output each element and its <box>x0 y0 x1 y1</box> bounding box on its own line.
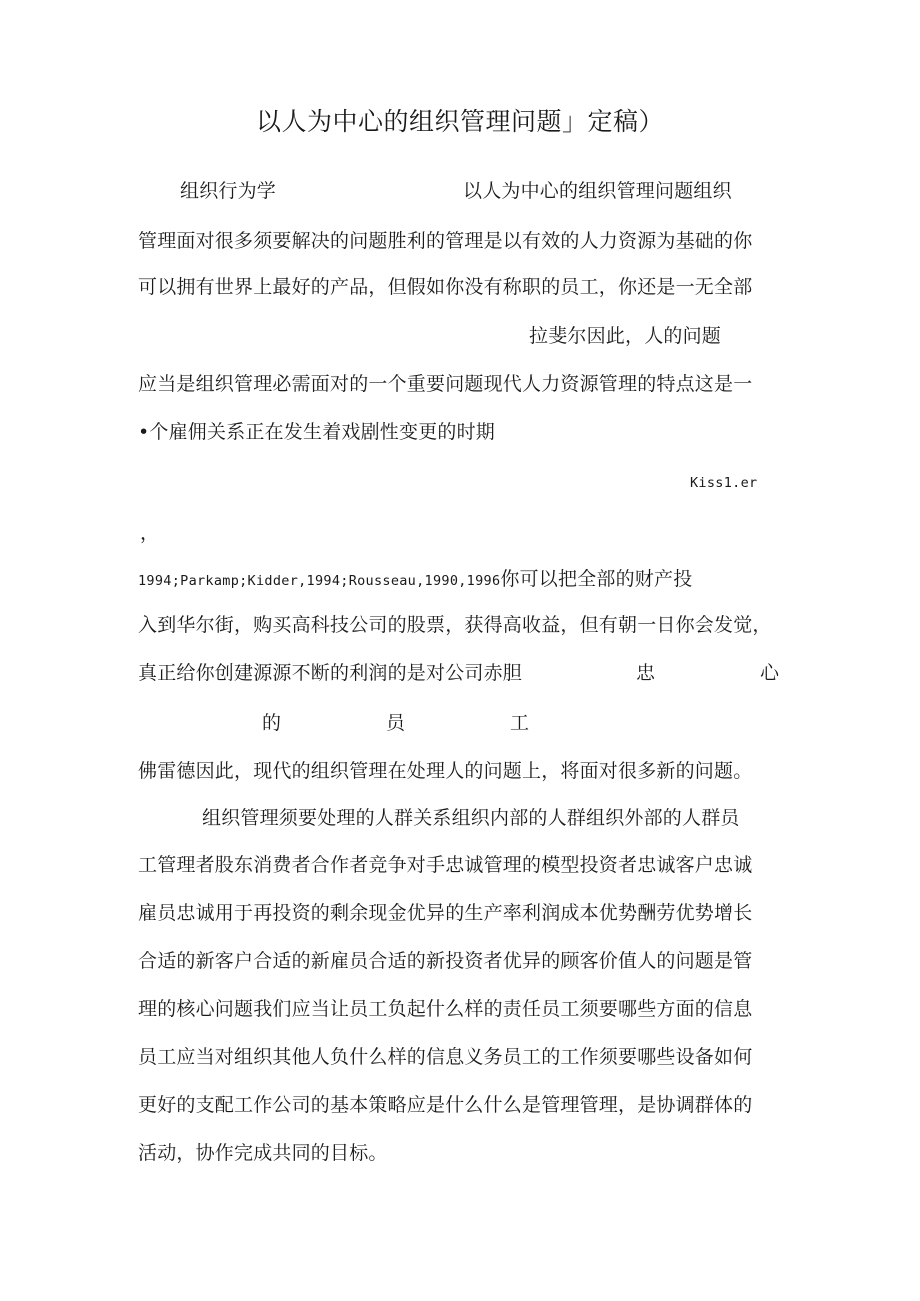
paragraph-line: 活动，协作完成共同的目标。 <box>138 1142 388 1164</box>
spaced-char: 工 <box>510 712 530 734</box>
spaced-char: 的 <box>262 712 282 734</box>
paragraph-line: 雇员忠诚用于再投资的剩余现金优异的生产率利润成本优势酬劳优势增长 <box>138 902 753 924</box>
citation-refs: 1994;Parkamp;Kidder,1994;Rousseau,1990,1996 <box>138 573 501 589</box>
spaced-char: 员 <box>386 712 406 734</box>
citation-author: Kiss1.er <box>690 475 758 491</box>
paragraph-line: 真正给你创建源源不断的利润的是对公司赤胆 <box>138 662 523 684</box>
paragraph-line: 理的核心问题我们应当让员工负起什么样的责任员工须要哪些方面的信息 <box>138 998 753 1020</box>
paragraph-line <box>138 566 692 594</box>
paragraph-line: 应当是组织管理必需面对的一个重要问题现代人力资源管理的特点这是一 <box>138 373 753 395</box>
paragraph-line: 组织管理须要处理的人群关系组织内部的人群组织外部的人群员 <box>202 807 740 829</box>
paragraph-line: 佛雷德因此，现代的组织管理在处理人的问题上，将面对很多新的问题。 <box>138 760 753 782</box>
paragraph-text: 你可以把全部的财产投 <box>500 568 693 590</box>
header-right: 以人为中心的组织管理问题组织 <box>463 180 732 202</box>
paragraph-line: 员工应当对组织其他人负什么样的信息义务员工的工作须要哪些设备如何 <box>138 1046 753 1068</box>
paragraph-line: 管理面对很多须要解决的问题胜利的管理是以有效的人力资源为基础的你 <box>138 230 753 252</box>
spaced-char: 忠 <box>636 662 656 684</box>
paragraph-line: 可以拥有世界上最好的产品，但假如你没有称职的员工，你还是一无全部 <box>138 276 753 298</box>
spaced-char: 心 <box>760 662 780 684</box>
paragraph-line: 合适的新客户合适的新雇员合适的新投资者优异的顾客价值人的问题是管 <box>138 950 753 972</box>
paragraph-line: •个雇佣关系正在发生着戏剧性变更的时期 <box>138 421 496 443</box>
paragraph-line: 入到华尔街，购买高科技公司的股票，获得高收益，但有朝一日你会发觉， <box>138 614 772 636</box>
citation-comma: ， <box>140 522 160 544</box>
document-title: 以人为中心的组织管理问题」定稿） <box>255 107 664 136</box>
paragraph-line: 工管理者股东消费者合作者竞争对手忠诚管理的模型投资者忠诚客户忠诚 <box>138 854 753 876</box>
paragraph-line: 更好的支配工作公司的基本策略应是什么什么是管理管理，是协调群体的 <box>138 1094 753 1116</box>
paragraph-line: 拉斐尔因此，人的问题 <box>529 325 722 347</box>
header-left: 组织行为学 <box>180 180 277 202</box>
